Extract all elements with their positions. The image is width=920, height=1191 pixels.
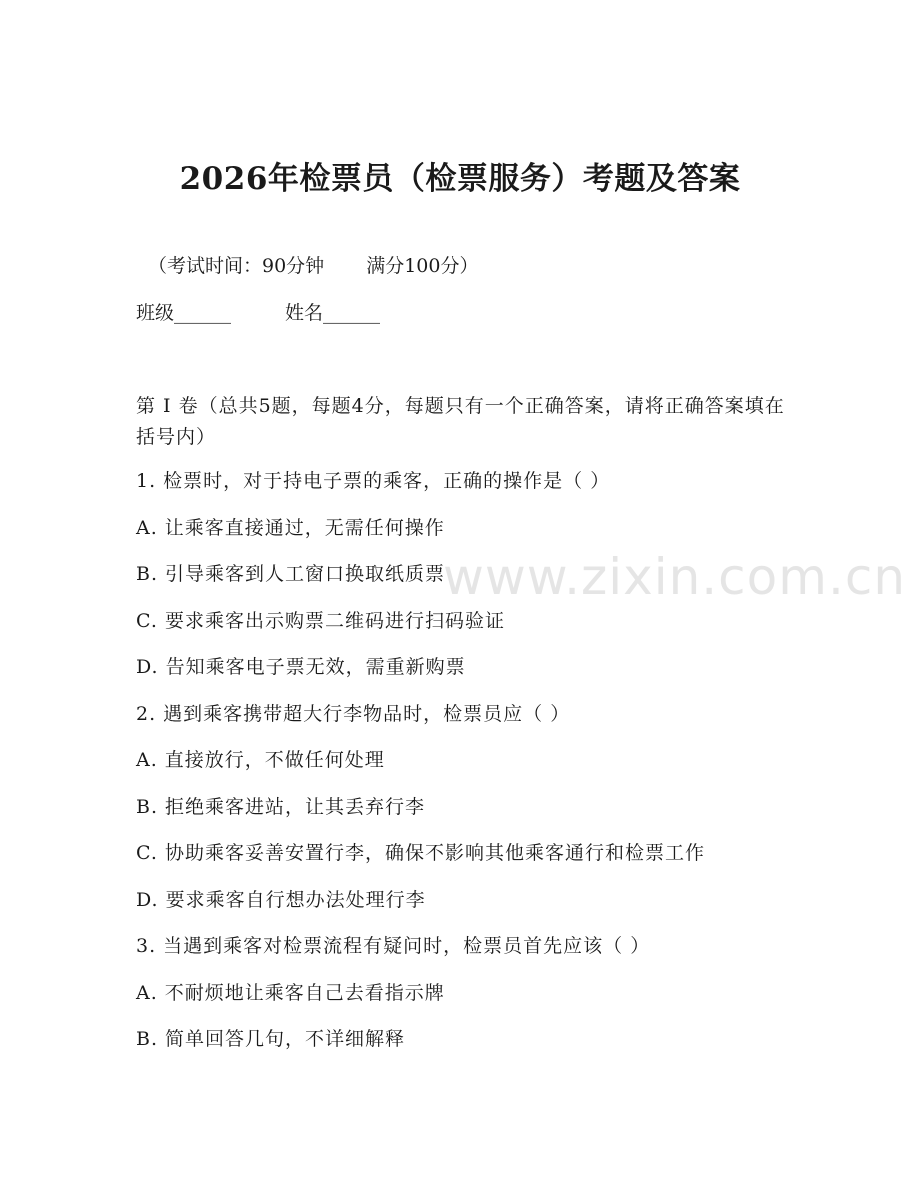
question-1-option-b: B. 引导乘客到人工窗口换取纸质票 — [136, 563, 446, 585]
student-fields — [136, 299, 380, 327]
question-2-option-b: B. 拒绝乘客进站，让其丢弃行李 — [136, 796, 426, 818]
name-field: 姓名______ — [285, 302, 381, 324]
question-2-option-c: C. 协助乘客妥善安置行李，确保不影响其他乘客通行和检票工作 — [136, 842, 705, 864]
question-3-option-b: B. 简单回答几句，不详细解释 — [136, 1028, 406, 1050]
question-1-option-d: D. 告知乘客电子票无效，需重新购票 — [136, 656, 466, 678]
question-2-option-d: D. 要求乘客自行想办法处理行李 — [136, 889, 426, 911]
section-header: 第 I 卷（总共5题，每题4分，每题只有一个正确答案，请将正确答案填在括号内） — [136, 395, 785, 448]
exam-score: 满分100分） — [366, 255, 479, 277]
class-field: 班级______ — [136, 302, 232, 324]
question-3-option-a: A. 不耐烦地让乘客自己去看指示牌 — [136, 982, 445, 1004]
exam-info — [148, 252, 478, 280]
question-2-option-a: A. 直接放行，不做任何处理 — [136, 749, 385, 771]
exam-time: （考试时间：90分钟 — [148, 255, 325, 277]
question-1-stem: 1. 检票时，对于持电子票的乘客，正确的操作是（ ） — [136, 470, 611, 492]
question-2-stem: 2. 遇到乘客携带超大行李物品时，检票员应（ ） — [136, 703, 571, 725]
question-1-option-c: C. 要求乘客出示购票二维码进行扫码验证 — [136, 610, 505, 632]
question-3-stem: 3. 当遇到乘客对检票流程有疑问时，检票员首先应该（ ） — [136, 935, 651, 957]
question-1-option-a: A. 让乘客直接通过，无需任何操作 — [136, 517, 445, 539]
document-title: 2026年检票员（检票服务）考题及答案 — [179, 161, 741, 197]
watermark-text: www.zixin.com.cn — [443, 548, 907, 606]
